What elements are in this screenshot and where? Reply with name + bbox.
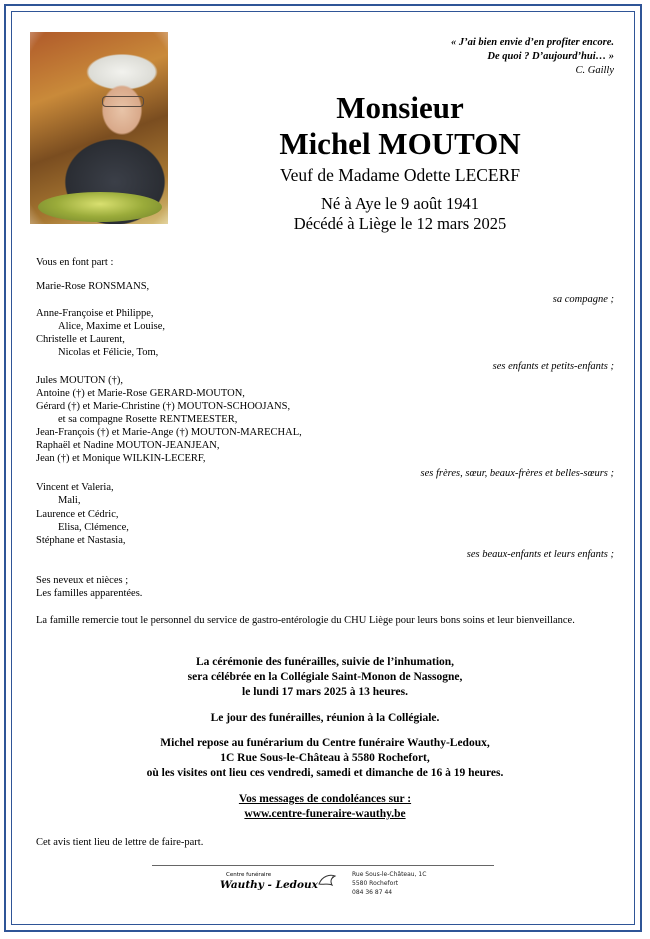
- funeral-home-logo: [220, 870, 330, 896]
- condolences-link[interactable]: www.centre-funeraire-wauthy.be: [244, 808, 406, 820]
- quote: [451, 36, 614, 78]
- family-line: Antoine (†) et Marie-Rose GERARD-MOUTON,: [36, 388, 245, 399]
- logo-small-text: Centre funéraire: [226, 872, 272, 878]
- birth-line: Né à Aye le 9 août 1941: [321, 194, 479, 213]
- address-line: 5580 Rochefort: [352, 880, 399, 887]
- family-line: Raphaël et Nadine MOUTON-JEANJEAN,: [36, 440, 220, 451]
- family-line: Jean (†) et Monique WILKIN-LECERF,: [36, 453, 206, 464]
- family-line: Christelle et Laurent,: [36, 334, 125, 345]
- visiting-hours: où les visites ont lieu ces vendredi, samedi et dimanche de 16 à 19 heures.: [146, 767, 504, 779]
- relation-label: sa compagne ;: [552, 294, 614, 305]
- flower-wreath: [38, 192, 162, 222]
- thanks-paragraph: La famille remercie tout le personnel du service de gastro-entérologie du CHU Liège pour leurs bons soins et leur bienveillance.: [36, 615, 575, 626]
- family-line: Stéphane et Nastasia,: [36, 535, 126, 546]
- funeral-home-address: 1C Rue Sous-le-Château à 5580 Rochefort,: [220, 752, 430, 764]
- quote-author: C. Gailly: [575, 65, 614, 76]
- glasses-detail: [102, 96, 144, 107]
- family-line: Ses neveux et nièces ;: [36, 575, 129, 586]
- family-line: Nicolas et Félicie, Tom,: [58, 347, 159, 358]
- family-line: Jean-François (†) et Marie-Ange (†) MOUTON-MARECHAL,: [36, 427, 302, 438]
- death-line: Décédé à Liège le 12 mars 2025: [293, 214, 507, 233]
- ceremony-line: sera célébrée en la Collégiale Saint-Monon de Nassogne,: [187, 671, 463, 683]
- deceased-name: Michel MOUTON: [279, 126, 521, 161]
- footer-address: [352, 870, 426, 897]
- quote-line-2: De quoi ? D’aujourd’hui… »: [487, 51, 614, 62]
- quote-line-1: « J’ai bien envie d’en profiter encore.: [450, 37, 614, 48]
- family-line: Gérard (†) et Marie-Christine (†) MOUTON-SCHOOJANS,: [36, 401, 291, 412]
- ceremony-line: La cérémonie des funérailles, suivie de l’inhumation,: [195, 656, 455, 668]
- footer-divider: [152, 865, 494, 866]
- intro-text: Vous en font part :: [36, 257, 114, 268]
- family-line: Anne-Françoise et Philippe,: [36, 308, 154, 319]
- condolences-label: Vos messages de condoléances sur :: [238, 793, 412, 805]
- relation-label: ses frères, sœur, beaux-frères et belles-sœurs ;: [420, 468, 614, 479]
- deceased-photo: [30, 32, 168, 224]
- family-line: Alice, Maxime et Louise,: [58, 321, 166, 332]
- address-line: Rue Sous-le-Château, 1C: [352, 871, 427, 878]
- ceremony-date: le lundi 17 mars 2025 à 13 heures.: [242, 686, 408, 698]
- family-line: Vincent et Valeria,: [36, 482, 114, 493]
- dove-icon: [316, 870, 338, 892]
- family-line: Mali,: [58, 495, 81, 506]
- logo-brand-text: Wauthy - Ledoux: [220, 879, 318, 891]
- relation-label: ses beaux-enfants et leurs enfants ;: [466, 549, 614, 560]
- name-block: [180, 90, 620, 234]
- funeral-home-line: Michel repose au funérarium du Centre funéraire Wauthy-Ledoux,: [160, 737, 490, 749]
- relation-label: ses enfants et petits-enfants ;: [492, 361, 614, 372]
- gathering-line: Le jour des funérailles, réunion à la Collégiale.: [210, 712, 440, 724]
- phone-line: 084 36 87 44: [352, 889, 393, 896]
- family-line: et sa compagne Rosette RENTMEESTER,: [58, 414, 238, 425]
- family-line: Marie-Rose RONSMANS,: [36, 281, 150, 292]
- family-line: Elisa, Clémence,: [58, 522, 129, 533]
- family-line: Laurence et Cédric,: [36, 509, 119, 520]
- notice-text: Cet avis tient lieu de lettre de faire-part.: [36, 837, 204, 848]
- widow-line: Veuf de Madame Odette LECERF: [279, 165, 521, 185]
- family-line: Les familles apparentées.: [36, 588, 143, 599]
- family-line: Jules MOUTON (†),: [36, 375, 124, 386]
- civility: Monsieur: [336, 90, 464, 125]
